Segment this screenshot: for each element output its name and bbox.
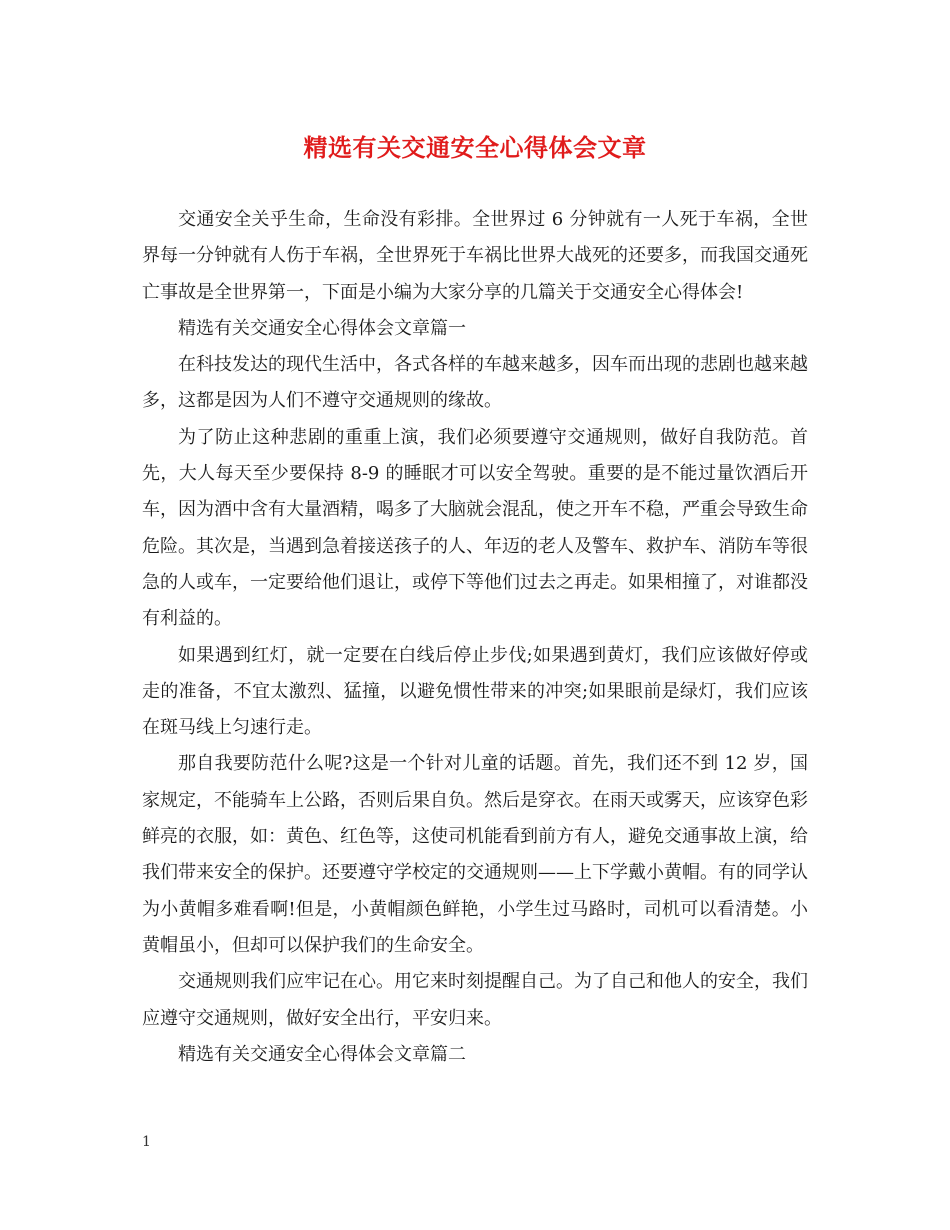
- paragraph: 如果遇到红灯，就一定要在白线后停止步伐;如果遇到黄灯，我们应该做好停或走的准备，不宜太激烈、猛撞，以避免惯性带来的冲突;如果眼前是绿灯，我们应该在斑马线上匀速行走。: [142, 644, 808, 739]
- section-heading-2: 精选有关交通安全心得体会文章篇二: [178, 1043, 466, 1065]
- document-body: [142, 202, 808, 1073]
- section-heading-1: 精选有关交通安全心得体会文章篇一: [178, 317, 466, 339]
- paragraph: 交通规则我们应牢记在心。用它来时刻提醒自己。为了自己和他人的安全，我们应遵守交通规则，做好安全出行，平安归来。: [142, 971, 808, 1029]
- paragraph: 在科技发达的现代生活中，各式各样的车越来越多，因车而出现的悲剧也越来越多，这都是因为人们不遵守交通规则的缘故。: [142, 354, 808, 412]
- paragraph: 为了防止这种悲剧的重重上演，我们必须要遵守交通规则，做好自我防范。首先，大人每天至少要保持 8-9 的睡眠才可以安全驾驶。重要的是不能过量饮酒后开车，因为酒中含有大量酒精，喝多了大脑就会混乱，使之开车不稳，严重会导致生命危险。其次是，当遇到急着接送孩子的人、年迈的老人及警车、救护车、消防车等很急的人或车，一定要给他们退让，或停下等他们过去之再走。如果相撞了，对谁都没有利益的。: [142, 426, 808, 630]
- paragraph-intro: 交通安全关乎生命，生命没有彩排。全世界过 6 分钟就有一人死于车祸，全世界每一分钟就有人伤于车祸，全世界死于车祸比世界大战死的还要多，而我国交通死亡事故是全世界第一，下面是小编为大家分享的几篇关于交通安全心得体会!: [142, 209, 808, 303]
- paragraph: 那自我要防范什么呢?这是一个针对儿童的话题。首先，我们还不到 12 岁，国家规定，不能骑车上公路，否则后果自负。然后是穿衣。在雨天或雾天，应该穿色彩鲜亮的衣服，如：黄色、红色等，这使司机能看到前方有人，避免交通事故上演，给我们带来安全的保护。还要遵守学校定的交通规则——上下学戴小黄帽。有的同学认为小黄帽多难看啊!但是，小黄帽颜色鲜艳，小学生过马路时，司机可以看清楚。小黄帽虽小，但却可以保护我们的生命安全。: [142, 753, 808, 956]
- page-number: 1: [142, 1134, 151, 1150]
- document-title: 精选有关交通安全心得体会文章: [303, 133, 647, 162]
